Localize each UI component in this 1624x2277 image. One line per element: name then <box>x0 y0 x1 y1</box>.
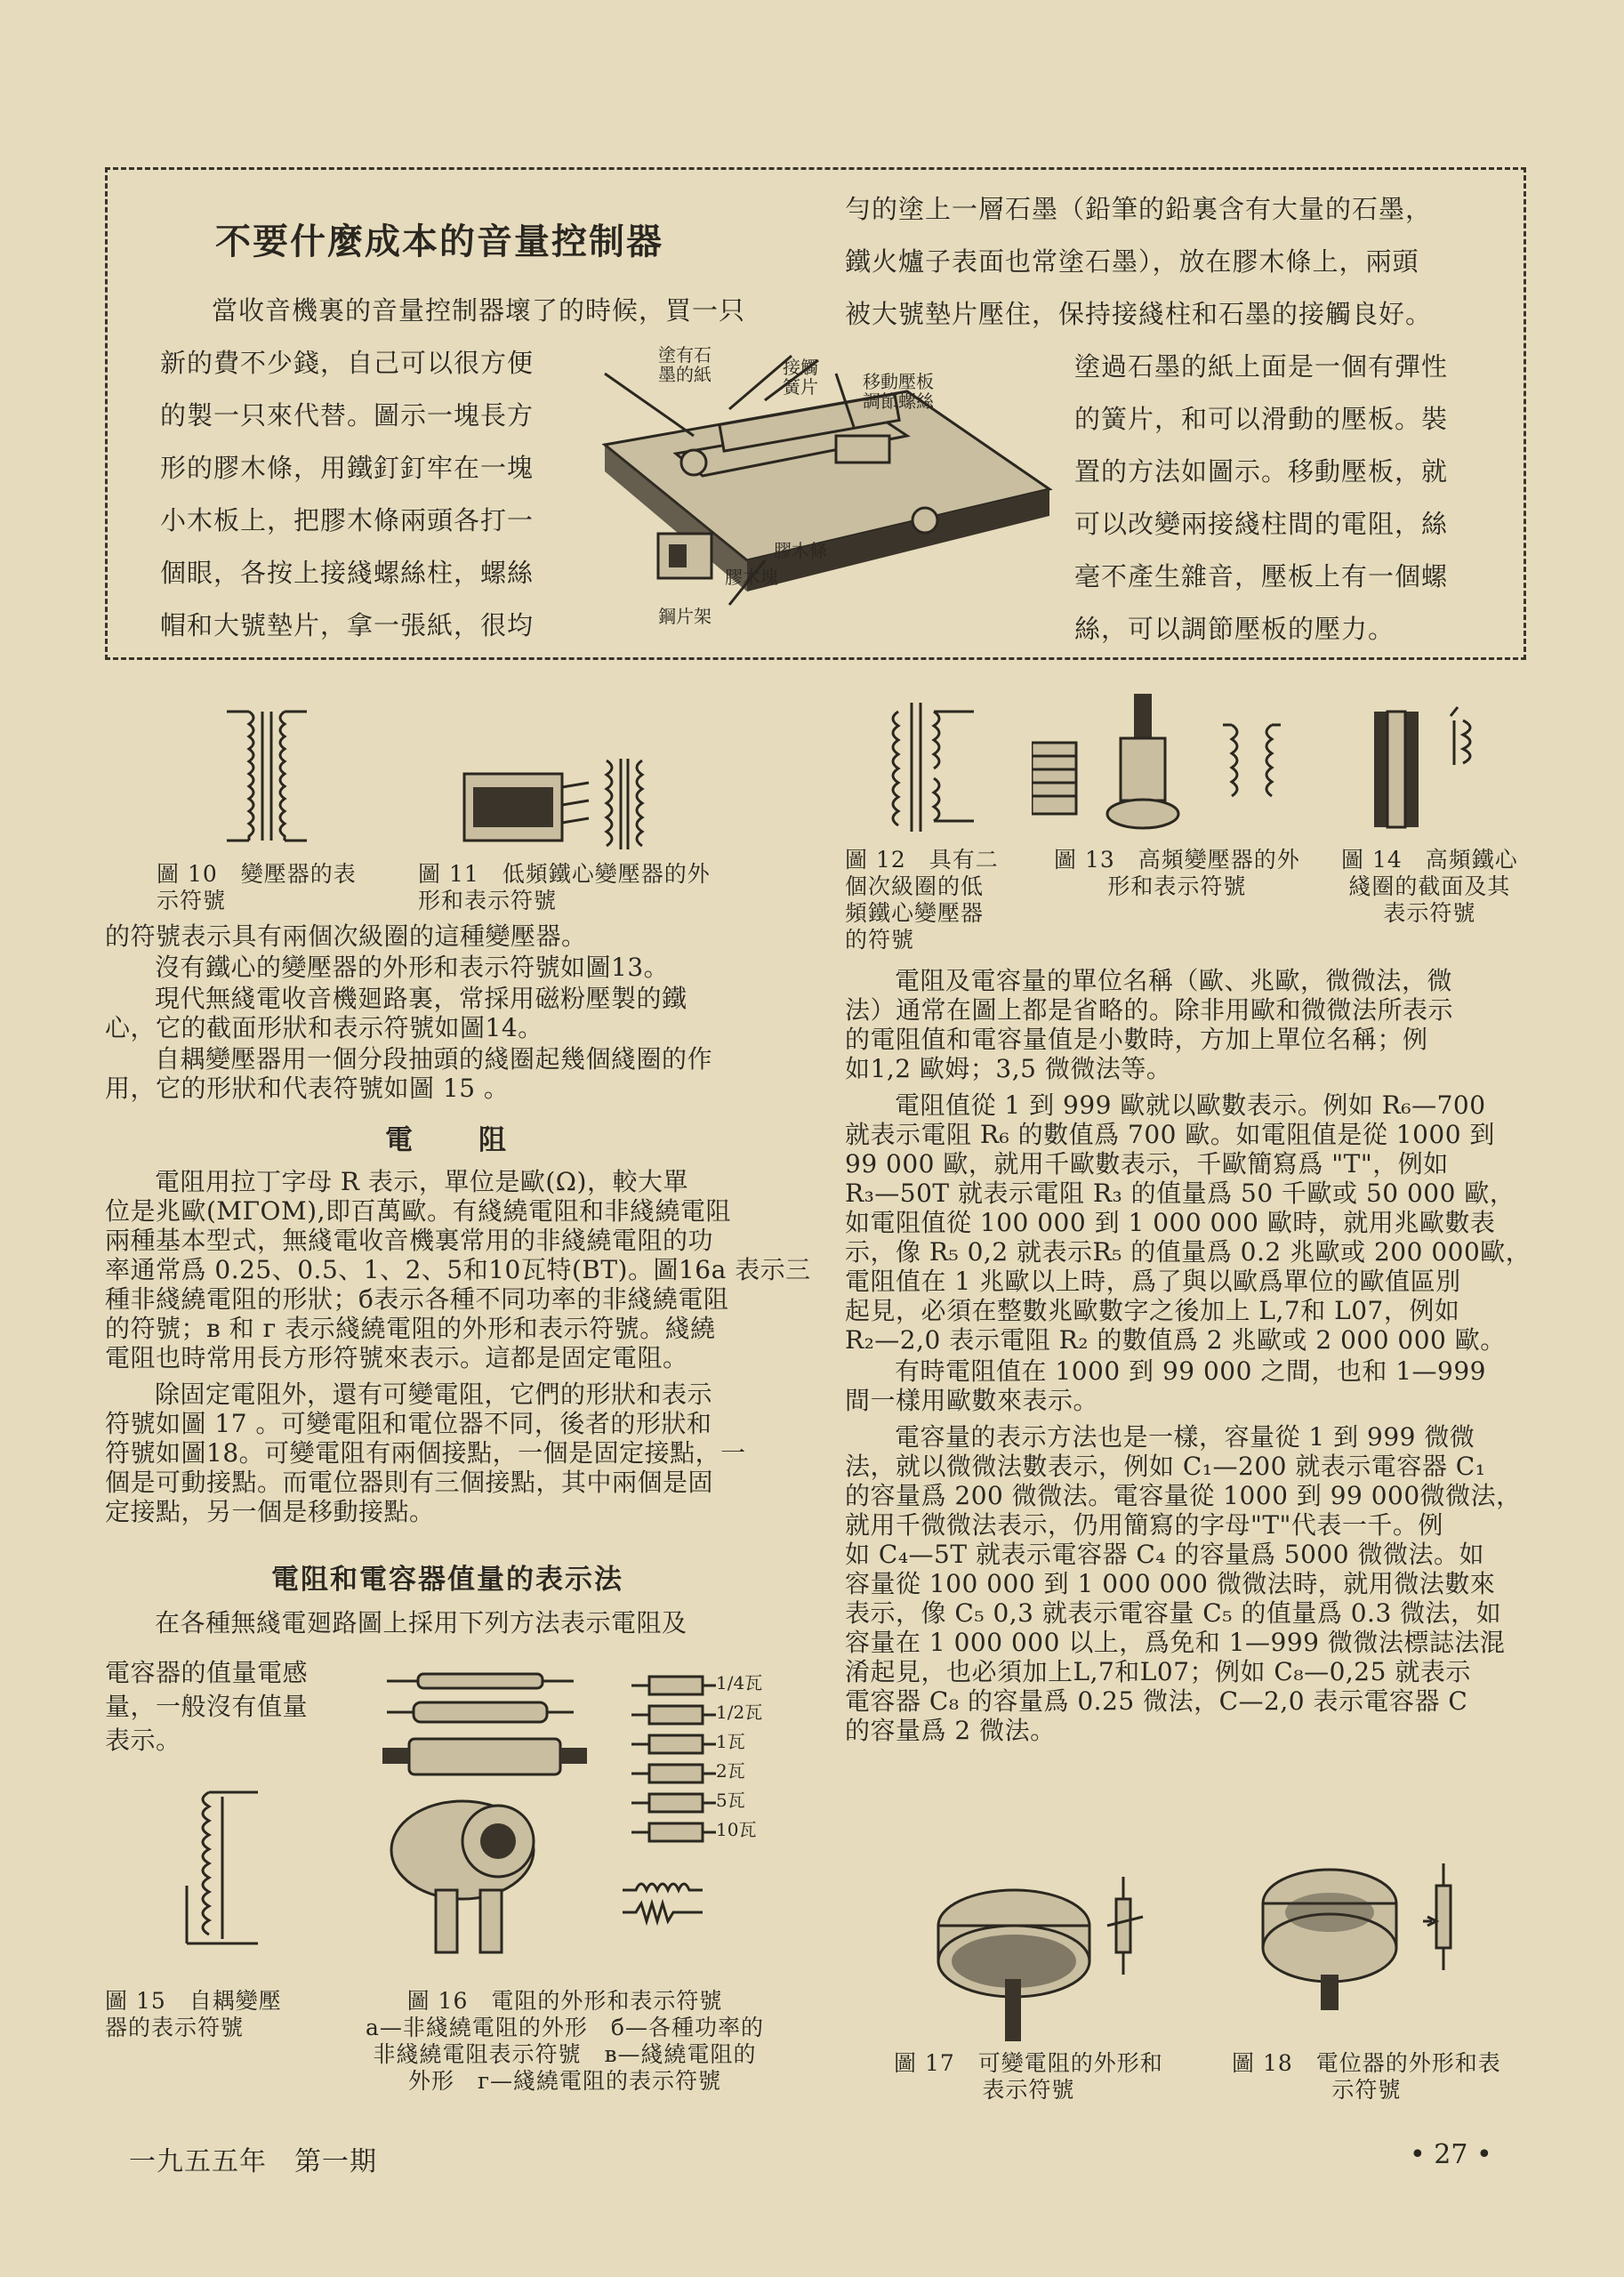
paragraph-line: 電阻值從 1 到 999 歐就以歐數表示。例如 R₆—700 <box>895 1090 1486 1120</box>
text-line: 絲，可以調節壓板的壓力。 <box>1074 614 1395 644</box>
paragraph-line: 示，像 R₅ 0,2 就表示R₅ 的值量爲 0.2 兆歐或 200 000歐， <box>845 1237 1532 1267</box>
paragraph-line: R₂—2,0 表示電阻 R₂ 的數值爲 2 兆歐或 2 000 000 歐。 <box>845 1325 1506 1355</box>
paragraph-line: 的電阻值和電容量值是小數時，方加上單位名稱；例 <box>845 1025 1428 1054</box>
paragraph-line: 位是兆歐(MΓOM),即百萬歐。有綫繞電阻和非綫繞電阻 <box>105 1196 731 1226</box>
paragraph-line: 的容量爲 2 微法。 <box>845 1716 1056 1745</box>
paragraph-line: 容量從 100 000 到 1 000 000 微微法時，就用微法數來 <box>845 1569 1496 1598</box>
power-label: 1/2瓦 <box>716 1702 763 1723</box>
paragraph-line: 如電阻值從 100 000 到 1 000 000 歐時，就用兆歐數表 <box>845 1208 1496 1237</box>
fig14-caption: 圖 14 高頻鐵心 綫圈的截面及其 表示符號 <box>1341 847 1518 926</box>
fig15-caption: 圖 15 自耦變壓 器的表示符號 <box>105 1988 282 2040</box>
power-label: 1/4瓦 <box>716 1672 763 1694</box>
issue-label: 一九五五年 第一期 <box>129 2146 377 2177</box>
label-bakelite-bar: 膠木條 <box>774 540 827 561</box>
power-label: 1瓦 <box>716 1731 745 1752</box>
paragraph-line: 心，它的截面形狀和表示符號如圖14。 <box>105 1013 543 1042</box>
paragraph-line: 符號如圖18。可變電阻有兩個接點，一個是固定接點，一 <box>105 1438 746 1468</box>
paragraph-line: 除固定電阻外，還有可變電阻，它們的形狀和表示 <box>155 1380 713 1409</box>
fig17-variable-resistor-illustration <box>934 1863 1147 2050</box>
paragraph-line: 電阻值在 1 兆歐以上時，爲了與以歐爲單位的歐值區別 <box>845 1267 1461 1296</box>
paragraph-line: R₃—50T 就表示電阻 R₃ 的值量爲 50 千歐或 50 000 歐， <box>845 1179 1515 1208</box>
fig10-transformer-symbol <box>222 703 311 849</box>
paragraph-line: 容量在 1 000 000 以上，爲免和 1—999 微微法標誌法混 <box>845 1628 1506 1657</box>
fig12-transformer-symbol <box>885 698 992 841</box>
page-number: • 27 • <box>1410 2139 1492 2170</box>
label-bakelite-block: 膠木塊 <box>725 567 778 588</box>
paragraph-line: 表示。 <box>105 1726 181 1755</box>
fig13-hf-transformer-illustration <box>1032 689 1307 836</box>
power-label: 2瓦 <box>716 1760 745 1782</box>
paragraph-line: 個是可動接點。而電位器則有三個接點，其中兩個是固 <box>105 1468 714 1497</box>
fig12-caption: 圖 12 具有二 個次級圈的低 頻鐵心變壓器 的符號 <box>845 847 999 953</box>
section-heading-notation: 電阻和電容器值量的表示法 <box>271 1564 623 1596</box>
fig16-power-labels <box>716 1673 762 1849</box>
paragraph-line: 有時電阻值在 1000 到 99 000 之間，也和 1—999 <box>895 1356 1486 1386</box>
paragraph-line: 99 000 歐，就用千歐數表示，千歐簡寫爲 "T"，例如 <box>845 1149 1449 1179</box>
fig17-caption: 圖 17 可變電阻的外形和 表示符號 <box>894 2050 1163 2103</box>
right-column-text <box>845 966 1531 1745</box>
power-label: 10瓦 <box>716 1819 757 1840</box>
text-line: 的簧片，和可以滑動的壓板。裝 <box>1074 404 1449 434</box>
paragraph-line: 如1,2 歐姆；3,5 微微法等。 <box>845 1054 1172 1083</box>
paragraph-line: 在各種無綫電廻路圖上採用下列方法表示電阻及 <box>155 1608 687 1637</box>
label-contact-spring: 接觸 簧片 <box>783 357 818 398</box>
paragraph-line: 電容量的表示方法也是一樣，容量從 1 到 999 微微 <box>895 1422 1475 1452</box>
paragraph-line: 種非綫繞電阻的形狀；б表示各種不同功率的非綫繞電阻 <box>105 1284 729 1314</box>
paragraph-line: 如 C₄—5T 就表示電容器 C₄ 的容量爲 5000 微微法。如 <box>845 1540 1484 1569</box>
text-line: 被大號墊片壓住，保持接綫柱和石墨的接觸良好。 <box>845 299 1433 329</box>
fig11-caption: 圖 11 低頻鐵心變壓器的外 形和表示符號 <box>418 861 711 913</box>
fig15-autotransformer-symbol <box>173 1779 271 1957</box>
paragraph-line: 就用千微微法表示，仍用簡寫的字母"T"代表一千。例 <box>845 1510 1443 1540</box>
paragraph-line: 定接點，另一個是移動接點。 <box>105 1497 435 1526</box>
fig10-caption: 圖 10 變壓器的表 示符號 <box>157 861 357 913</box>
paragraph-line: 現代無綫電收音機廻路裏，常採用磁粉壓製的鐵 <box>155 984 687 1013</box>
paragraph-line: 就表示電阻 R₆ 的數值爲 700 歐。如電阻值是從 1000 到 <box>845 1120 1495 1149</box>
fig18-caption: 圖 18 電位器的外形和表 示符號 <box>1232 2050 1501 2103</box>
paragraph-line: 電阻用拉丁字母 R 表示，單位是歐(Ω)，較大單 <box>155 1167 688 1196</box>
paragraph-line: 法）通常在圖上都是省略的。除非用歐和微微法所表示 <box>845 995 1454 1025</box>
paragraph-line: 電阻也時常用長方形符號來表示。這都是固定電阻。 <box>105 1343 688 1372</box>
text-line: 當收音機裏的音量控制器壞了的時候，買一只 <box>212 295 746 326</box>
fig14-hf-coil-illustration <box>1365 703 1516 832</box>
text-line: 小木板上，把膠木條兩頭各打一 <box>160 505 535 535</box>
text-line: 可以改變兩接綫柱間的電阻，絲 <box>1074 509 1449 539</box>
paragraph-line: 電容器 C₈ 的容量爲 0.25 微法，C—2,0 表示電容器 C <box>845 1686 1468 1716</box>
paragraph-line: 率通常爲 0.25、0.5、1、2、5和10瓦特(BT)。圖16a 表示三 <box>105 1255 811 1284</box>
paragraph-line: 法，就以微微法數表示，例如 C₁—200 就表示電容器 C₁ <box>845 1452 1486 1481</box>
text-line: 形的膠木條，用鐵釘釘牢在一塊 <box>160 453 535 483</box>
article-title: 不要什麼成本的音量控制器 <box>215 221 663 262</box>
fig11-transformer-illustration <box>455 752 651 858</box>
label-sliding-plate: 移動壓板 調節螺絲 <box>863 371 934 412</box>
paragraph-line: 兩種基本型式，無綫電收音機裏常用的非綫繞電阻的功 <box>105 1226 714 1255</box>
paragraph-line: 量，一般沒有值量 <box>105 1692 309 1721</box>
text-line: 勻的塗上一層石墨（鉛筆的鉛裏含有大量的石墨， <box>845 194 1433 224</box>
text-line: 個眼，各按上接綫螺絲柱，螺絲 <box>160 558 535 588</box>
text-line: 的製一只來代替。圖示一塊長方 <box>160 400 535 430</box>
power-label: 5瓦 <box>716 1790 745 1811</box>
paragraph-line: 的符號；в 和 г 表示綫繞電阻的外形和表示符號。綫繞 <box>105 1314 716 1343</box>
article-right-text <box>1074 341 1448 656</box>
text-line: 新的費不少錢，自己可以很方便 <box>160 348 535 378</box>
text-line: 塗過石墨的紙上面是一個有彈性 <box>1074 351 1449 382</box>
left-short-text <box>105 1656 308 1758</box>
text-line: 置的方法如圖示。移動壓板，就 <box>1074 456 1449 487</box>
left-column-text <box>105 921 712 1105</box>
paragraph-line: 電阻及電容量的單位名稱（歐、兆歐，微微法，微 <box>895 966 1453 995</box>
paragraph-line: 自耦變壓器用一個分段抽頭的綫圈起幾個綫圈的作 <box>155 1044 713 1074</box>
paragraph-line: 沒有鐵心的變壓器的外形和表示符號如圖13。 <box>155 953 670 982</box>
paragraph-line: 的符號表示具有兩個次級圈的這種變壓器。 <box>105 921 587 951</box>
text-line: 毫不產生雜音，壓板上有一個螺 <box>1074 561 1449 591</box>
paragraph-line: 間一樣用歐數來表示。 <box>845 1386 1099 1415</box>
paragraph-line: 電容器的值量電感 <box>105 1658 309 1687</box>
fig13-caption: 圖 13 高頻變壓器的外 形和表示符號 <box>1054 847 1300 899</box>
article-right-top-text <box>845 183 1432 341</box>
paragraph-line: 淆起見，也必須加上L,7和L07；例如 C₈—0,25 就表示 <box>845 1657 1471 1686</box>
fig16-caption: 圖 16 電阻的外形和表示符號 a—非綫繞電阻的外形 б—各種功率的 非綫繞電阻表示符號 в—綫繞電阻的 外形 г—綫繞電阻的表示符號 <box>366 1988 764 2094</box>
text-line: 鐵火爐子表面也常塗石墨），放在膠木條上，兩頭 <box>845 246 1419 277</box>
fig18-potentiometer-illustration <box>1250 1859 1463 2046</box>
label-graphite-paper: 塗有石 墨的紙 <box>658 344 712 385</box>
text-line: 帽和大號墊片，拿一張紙，很均 <box>160 610 535 640</box>
paragraph-line: 起見，必須在整數兆歐數字之後加上 L,7和 L07，例如 <box>845 1296 1460 1325</box>
left-column-text-2 <box>105 1167 811 1526</box>
section-heading-resistance: 電 阻 <box>385 1124 510 1156</box>
label-steel-frame: 鋼片架 <box>658 606 712 627</box>
paragraph-line: 用，它的形狀和代表符號如圖 15 。 <box>105 1074 510 1103</box>
paragraph-line: 表示，像 C₅ 0,3 就表示電容量 C₅ 的值量爲 0.3 微法，如 <box>845 1598 1502 1628</box>
paragraph-line: 的容量爲 200 微微法。電容量從 1000 到 99 000微微法， <box>845 1481 1522 1510</box>
paragraph-line: 符號如圖 17 。可變電阻和電位器不同，後者的形狀和 <box>105 1409 712 1438</box>
